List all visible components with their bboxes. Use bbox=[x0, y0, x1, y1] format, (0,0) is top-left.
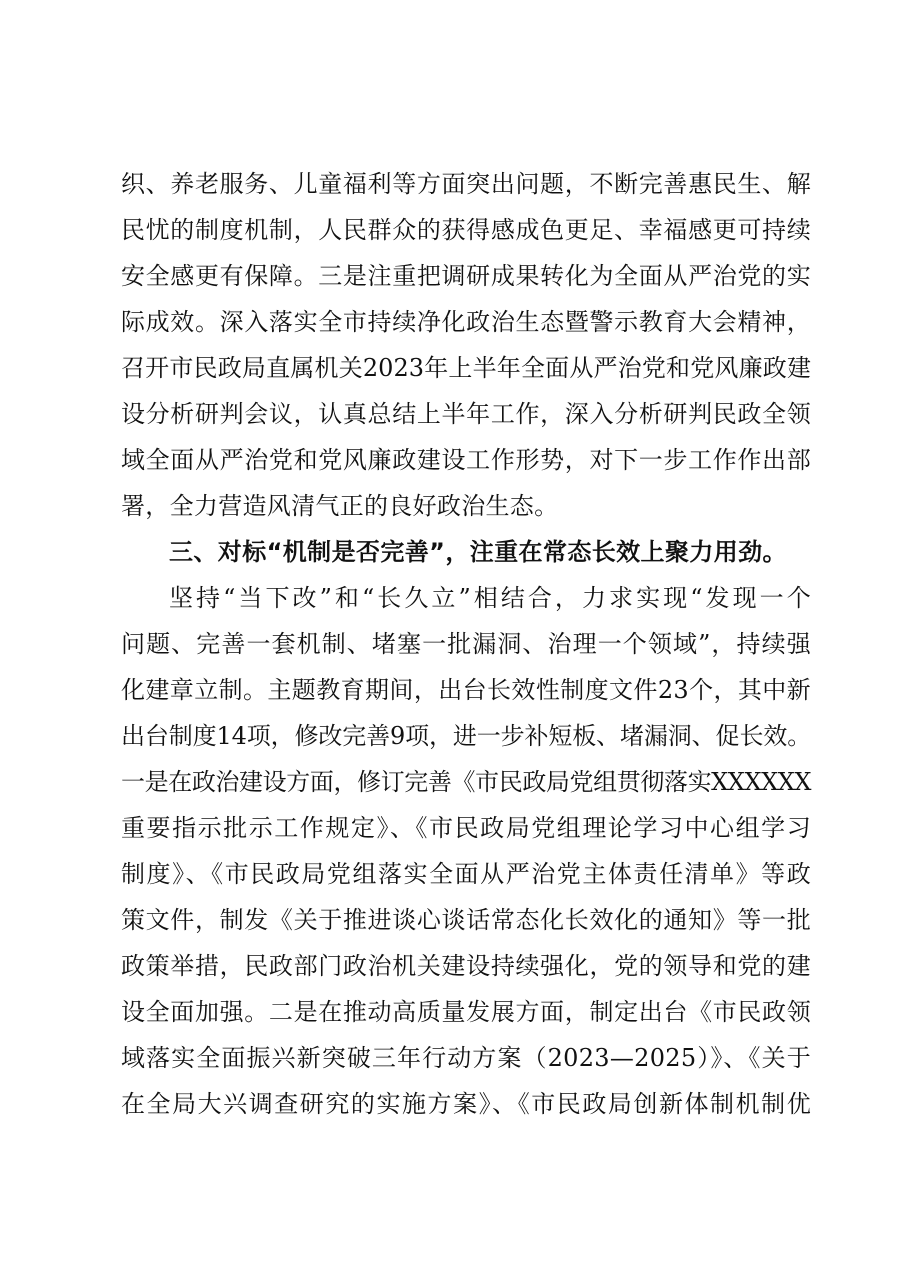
body-text-line: 一是在政治建设方面，修订完善《市民政局党组贯彻落实XXXXXX bbox=[121, 768, 811, 796]
body-text-line: 策文件，制发《关于推进谈心谈话常态化长效化的通知》等一批 bbox=[121, 906, 811, 934]
body-text-line: 出台制度14项，修改完善9项，进一步补短板、堵漏洞、促长效。 bbox=[121, 722, 811, 750]
paragraph-first-line: 坚持“当下改”和“长久立”相结合，力求实现“发现一个 bbox=[169, 584, 811, 612]
body-text-line: 设分析研判会议，认真总结上半年工作，深入分析研判民政全领 bbox=[121, 400, 811, 428]
body-text-line: 域落实全面振兴新突破三年行动方案（2023—2025）》、《关于 bbox=[121, 1044, 811, 1072]
body-text-line: 政策举措，民政部门政治机关建设持续强化，党的领导和党的建 bbox=[121, 952, 811, 980]
body-text-line: 域全面从严治党和党风廉政建设工作形势，对下一步工作作出部 bbox=[121, 446, 811, 474]
body-text-line: 织、养老服务、儿童福利等方面突出问题，不断完善惠民生、解 bbox=[121, 170, 811, 198]
body-text-line: 制度》、《市民政局党组落实全面从严治党主体责任清单》等政 bbox=[121, 860, 811, 888]
body-text-line: 重要指示批示工作规定》、《市民政局党组理论学习中心组学习 bbox=[121, 814, 811, 842]
section-heading: 三、对标“机制是否完善”，注重在常态长效上聚力用劲。 bbox=[169, 538, 787, 566]
body-text-line: 署，全力营造风清气正的良好政治生态。 bbox=[121, 492, 559, 520]
body-text-line: 设全面加强。二是在推动高质量发展方面，制定出台《市民政领 bbox=[121, 998, 811, 1026]
body-text-line: 化建章立制。主题教育期间，出台长效性制度文件23个，其中新 bbox=[121, 676, 811, 704]
body-text-line: 召开市民政局直属机关2023年上半年全面从严治党和党风廉政建 bbox=[121, 354, 811, 382]
body-text-line: 在全局大兴调查研究的实施方案》、《市民政局创新体制机制优 bbox=[121, 1090, 811, 1118]
body-text-line: 民忧的制度机制，人民群众的获得感成色更足、幸福感更可持续 bbox=[121, 216, 811, 244]
body-text-line: 际成效。深入落实全市持续净化政治生态暨警示教育大会精神， bbox=[121, 308, 811, 336]
body-text-line: 问题、完善一套机制、堵塞一批漏洞、治理一个领域”，持续强 bbox=[121, 630, 811, 658]
body-text-line: 安全感更有保障。三是注重把调研成果转化为全面从严治党的实 bbox=[121, 262, 811, 290]
